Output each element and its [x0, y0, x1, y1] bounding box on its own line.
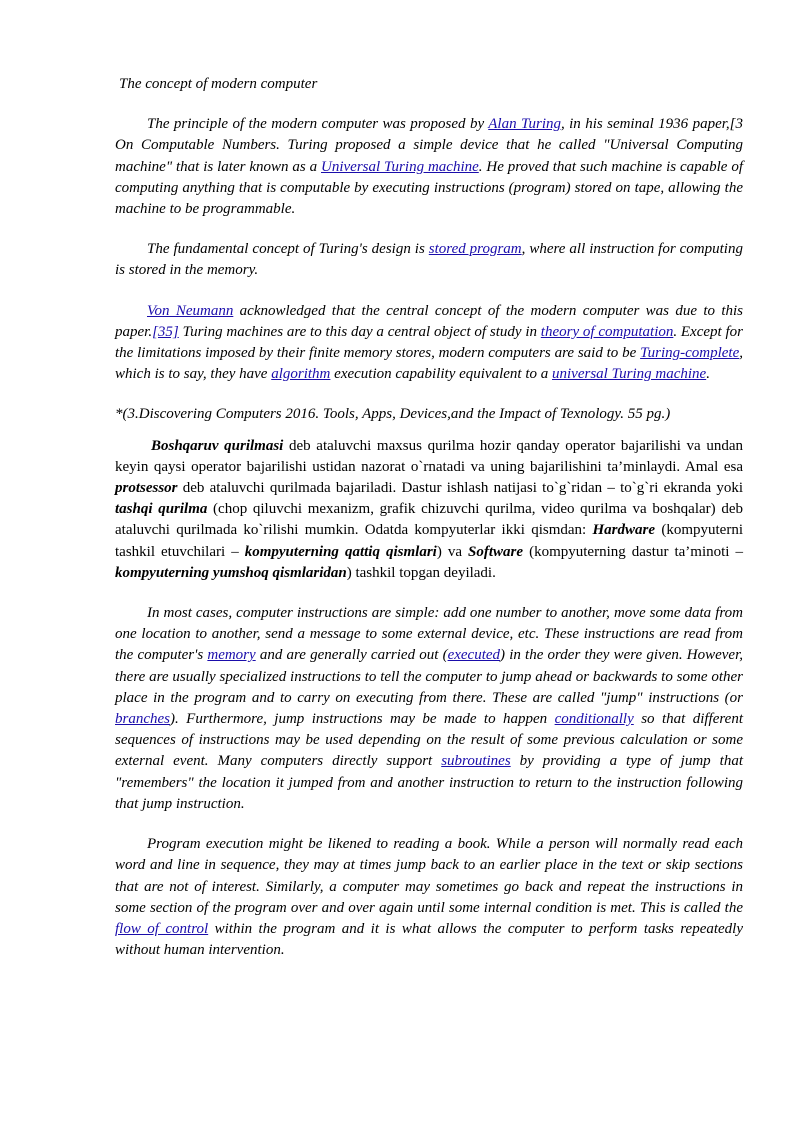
- text: , in his seminal 1936 paper,[3 On Computable Numbers. Turing proposed a simple device that he called "Universal Computing machine" that is later known as a: [115, 116, 743, 175]
- text: deb ataluvchi qurilmada bajariladi. Dastur ishlash natijasi to`g`ridan – to`g`ri ekranda yoki: [177, 480, 743, 497]
- link-alan-turing[interactable]: Alan Turing: [488, 116, 561, 133]
- paragraph-von-neumann: [115, 301, 743, 386]
- bold-term: Hardware: [592, 522, 656, 539]
- link-branches[interactable]: branches: [115, 711, 170, 728]
- text: and are generally carried out (: [255, 647, 448, 664]
- link-memory[interactable]: memory: [207, 647, 256, 664]
- link-algorithm[interactable]: algorithm: [271, 366, 331, 383]
- text: Program execution might be likened to reading a book. While a person will normally read each word and line in sequence, they may at times jump back to an earlier place in the text or skip sections that are not of interest. Similarly, a computer may sometimes go back and repeat the instructions in some section of the program over and over again until some internal condition is met. This is called the: [115, 836, 743, 916]
- link-flow-of-control[interactable]: flow of control: [115, 920, 209, 937]
- link-executed[interactable]: executed: [447, 647, 501, 664]
- text: ). Furthermore, jump instructions may be made to happen: [170, 711, 555, 728]
- text: The fundamental concept of Turing's design is: [147, 241, 429, 258]
- text: acknowledged that the central concept of the modern computer was due to this paper.: [115, 302, 743, 340]
- text: . Except for the limitations imposed by their finite memory stores, modern computers are said to be: [115, 323, 743, 362]
- text: ) in the order they were given. However, there are usually specialized instructions to tell the computer to jump ahead or backwards to some other place in the program and to carry on executing from there. These are called "jump" instructions (or: [115, 647, 744, 706]
- text: so that different sequences of instructions may be used depending on the result of some previous calculation or some external event. Many computers directly support: [115, 711, 743, 770]
- document-page: [115, 74, 743, 961]
- text: execution capability equivalent to a: [330, 366, 553, 383]
- section-title: The concept of modern computer: [119, 76, 318, 92]
- citation: *(3.Discovering Computers 2016. Tools, Apps, Devices,and the Impact of Texnology. 55 pg.): [115, 406, 671, 423]
- link-universal-turing-machine[interactable]: Universal Turing machine: [321, 158, 479, 175]
- link-conditionally[interactable]: conditionally: [554, 711, 634, 728]
- text: (kompyuterning dastur ta’minoti –: [523, 543, 743, 560]
- link-stored-program[interactable]: stored program: [428, 241, 522, 258]
- bold-term: protsessor: [115, 480, 178, 497]
- link-reference-35[interactable]: [35]: [152, 323, 179, 340]
- paragraph-turing-principle: [115, 114, 743, 220]
- paragraph-program-execution: [115, 834, 743, 961]
- link-universal-turing-machine-2[interactable]: universal Turing machine: [552, 366, 707, 383]
- bold-term: Boshqaruv qurilmasi: [151, 437, 284, 454]
- text: In most cases, computer instructions are simple: add one number to another, move some data from one location to another, send a message to some external device, etc. These instructions are read from the computer's: [115, 605, 743, 664]
- link-subroutines[interactable]: subroutines: [441, 753, 511, 770]
- text: (kompyuterni tashkil etuvchilari –: [115, 522, 743, 560]
- paragraph-stored-program: [115, 239, 743, 281]
- text: , which is to say, they have: [115, 345, 743, 383]
- text: , where all instruction for computing is stored in the memory.: [115, 241, 743, 279]
- text: .: [706, 366, 710, 383]
- text: The principle of the modern computer was proposed by: [147, 116, 489, 133]
- text: ) va: [436, 543, 469, 560]
- text: (chop qiluvchi mexanizm, grafik chizuvchi qurilma, video qurilma va boshqalar) deb ataluvchi qurilmada ko`rilishi mumkin. Odatda kompyuterlar ikki qismdan:: [115, 501, 743, 539]
- text: deb ataluvchi maxsus qurilma hozir qanday operator bajarilishi va undan keyin qaysi operator bajarilishi ustidan nazorat o`rnatadi va uning bajarilishini ta’minlaydi. Amal esa: [115, 437, 743, 475]
- link-von-neumann[interactable]: Von Neumann: [147, 302, 234, 319]
- text: by providing a type of jump that "remembers" the location it jumped from and another instruction to return to the instruction following that jump instruction.: [115, 753, 744, 812]
- bold-term: tashqi qurilma: [115, 501, 208, 518]
- text: . He proved that such machine is capable of computing anything that is computable by executing instructions (program) stored on tape, allowing the machine to be programmable.: [115, 158, 743, 218]
- paragraph-boshqaruv: [115, 436, 743, 584]
- text: within the program and it is what allows the computer to perform tasks repeatedly without human intervention.: [115, 920, 744, 959]
- link-turing-complete[interactable]: Turing-complete: [640, 345, 740, 362]
- paragraph-instructions: [115, 603, 743, 815]
- bold-term: Software: [468, 543, 524, 560]
- bold-term: kompyuterning yumshoq qismlaridan: [115, 564, 347, 581]
- text: Turing machines are to this day a central object of study in: [178, 323, 541, 340]
- link-theory-of-computation[interactable]: theory of computation: [540, 323, 674, 340]
- text: ) tashkil topgan deyiladi.: [346, 564, 496, 581]
- bold-term: kompyuterning qattiq qismlari: [244, 543, 437, 560]
